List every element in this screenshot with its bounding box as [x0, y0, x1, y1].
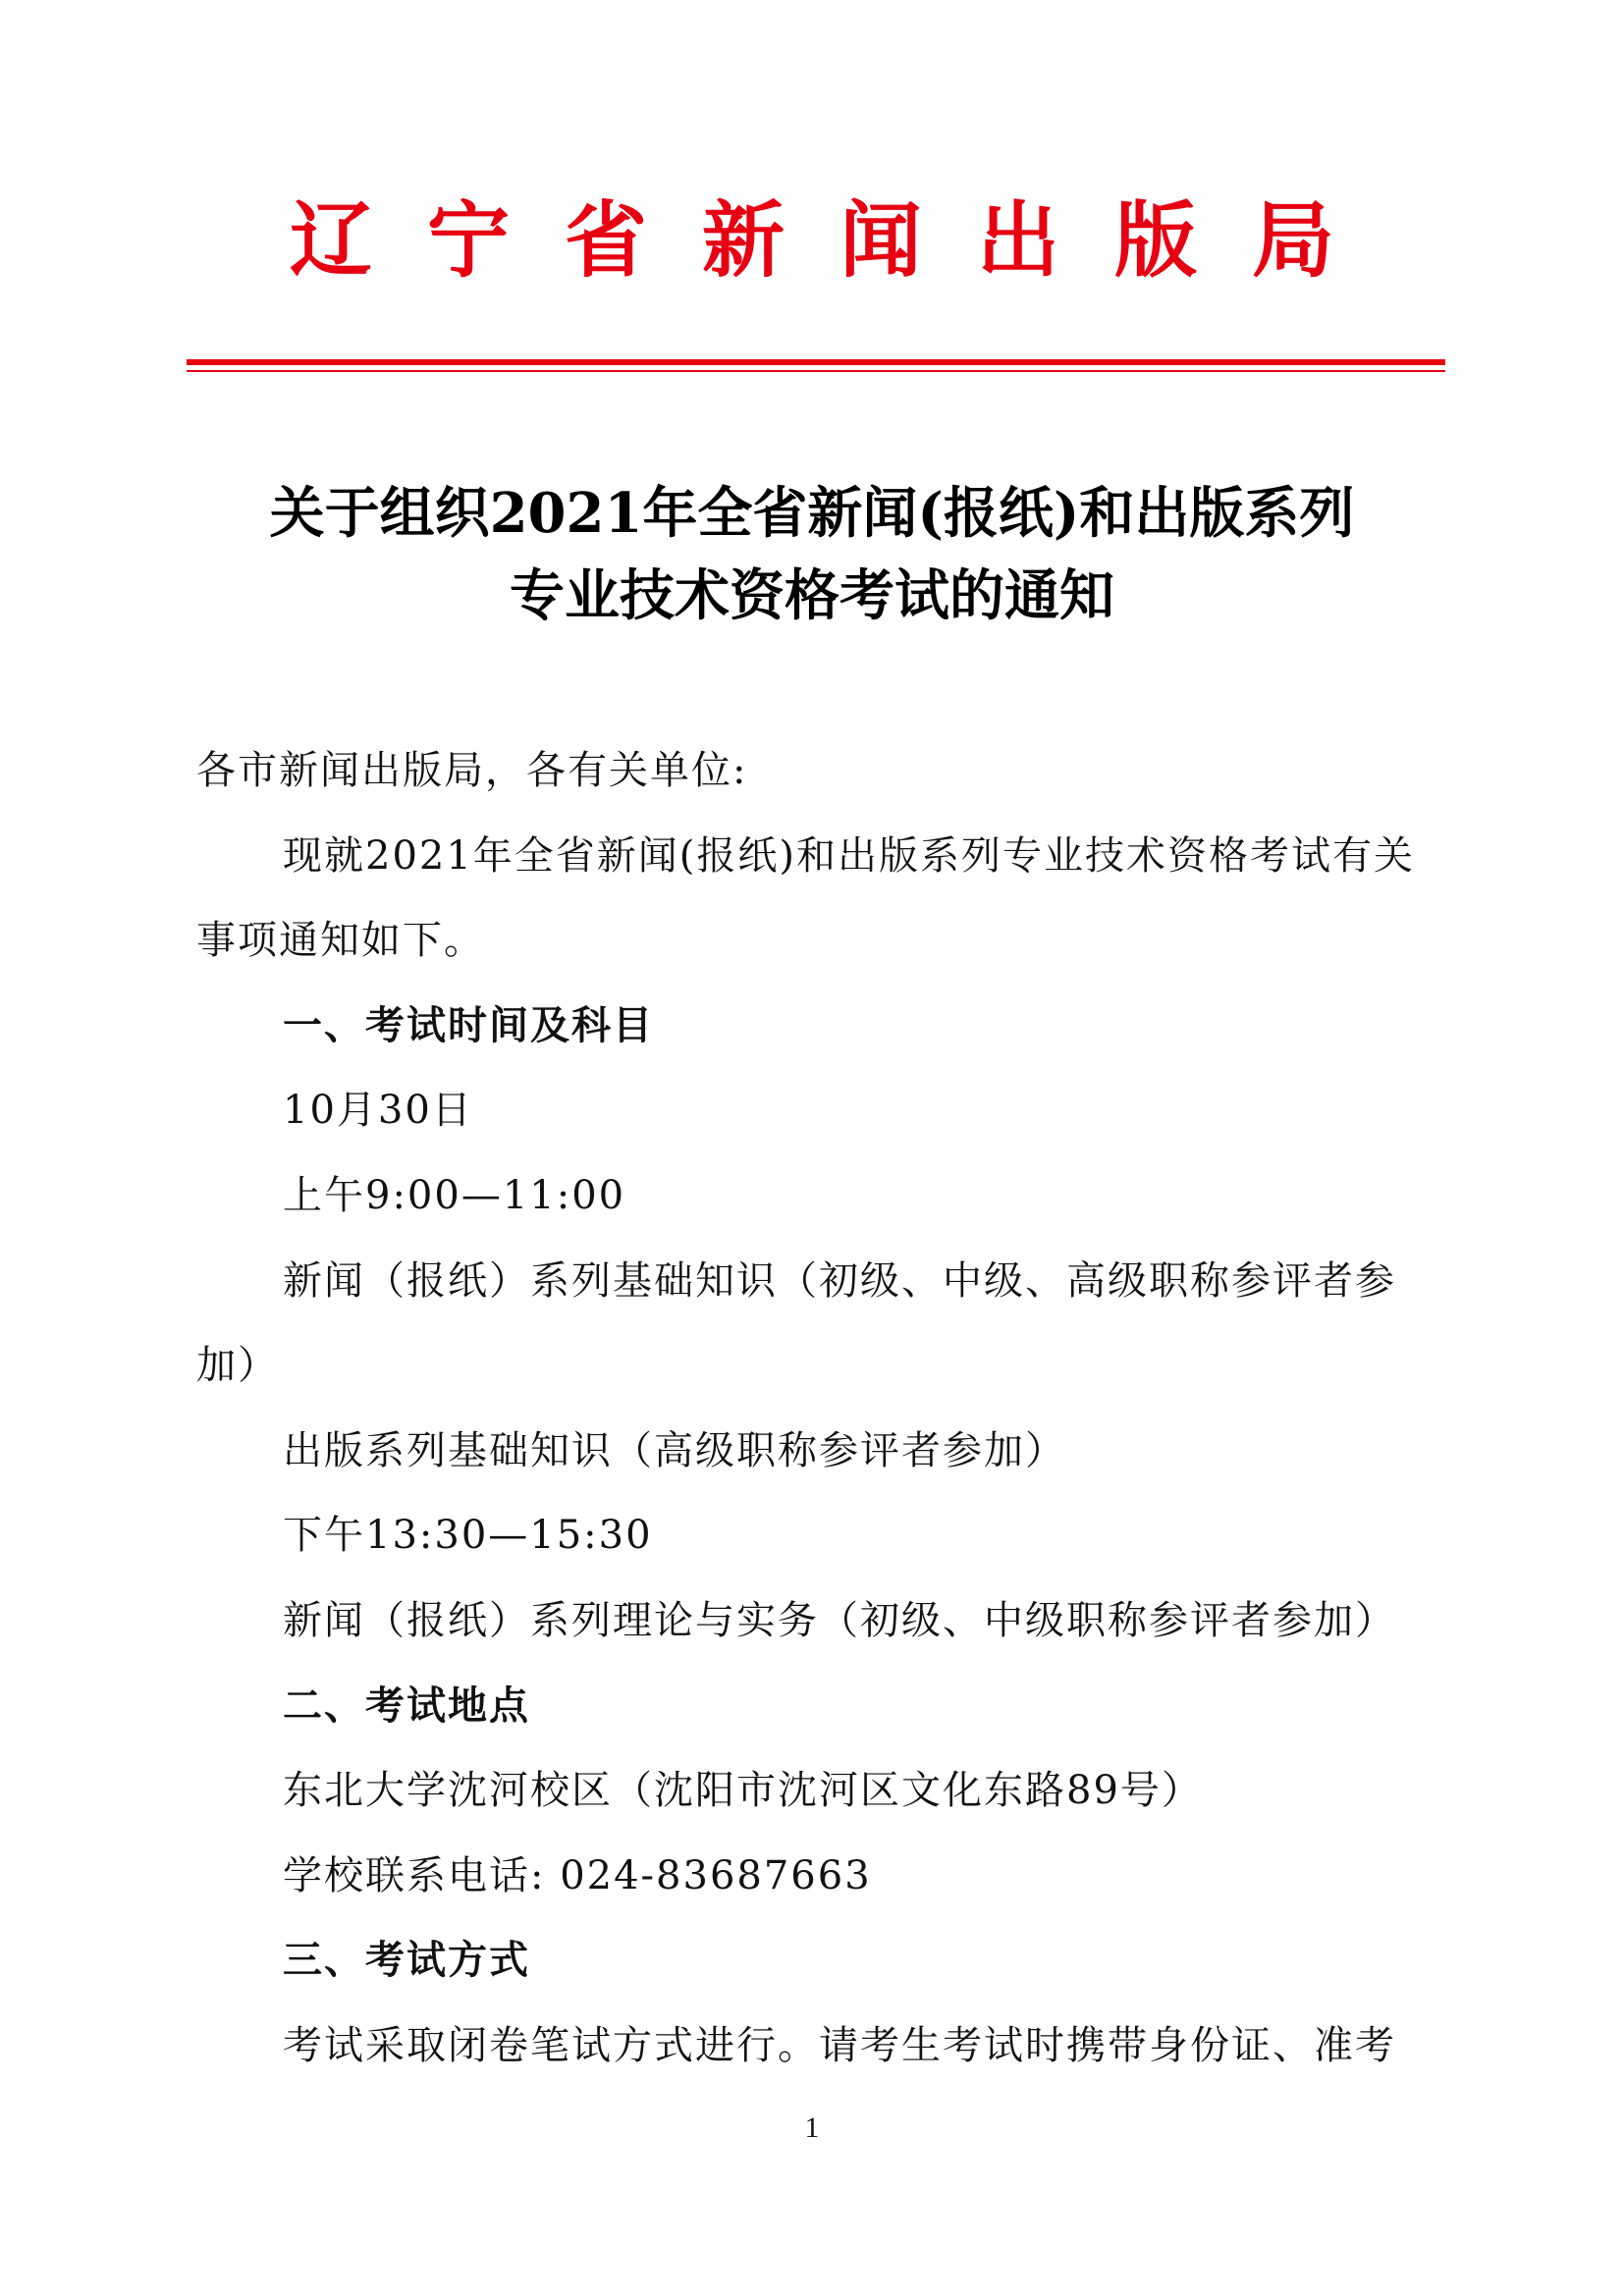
morning-time: 上午9:00—11:00: [283, 1172, 626, 1218]
afternoon-subject: 新闻（报纸）系列理论与实务（初级、中级职称参评者参加）: [283, 1597, 1396, 1643]
header-rule-thick: [187, 359, 1445, 365]
school-phone: 学校联系电话: 024-83687663: [283, 1852, 872, 1898]
section3-heading: 三、考试方式: [283, 1938, 530, 1984]
document-title-line2: 专业技术资格考试的通知: [510, 563, 1114, 628]
intro-paragraph: 现就2021年全省新闻(报纸)和出版系列专业技术资格考试有关事项通知如下。: [196, 832, 1416, 964]
issuer-header: 辽宁省新闻出版局: [289, 191, 1389, 289]
header-rule-thin: [187, 370, 1445, 372]
exam-date: 10月30日: [283, 1088, 473, 1134]
section2-heading: 二、考试地点: [283, 1682, 530, 1729]
section1-heading: 一、考试时间及科目: [283, 1002, 654, 1048]
exam-location: 东北大学沈河校区（沈阳市沈河区文化东路89号）: [283, 1768, 1203, 1814]
document-body: [196, 728, 1443, 2089]
document-title-line1: 关于组织2021年全省新闻(报纸)和出版系列: [269, 481, 1355, 546]
page-number: 1: [804, 2111, 820, 2144]
salutation: 各市新闻出版局，各有关单位:: [196, 748, 748, 793]
morning-subject-publishing: 出版系列基础知识（高级职称参评者参加）: [283, 1427, 1066, 1473]
morning-subject-news: 新闻（报纸）系列基础知识（初级、中级、高级职称参评者参加）: [196, 1257, 1396, 1389]
exam-method: 考试采取闭卷笔试方式进行。请考生考试时携带身份证、准考: [283, 2022, 1396, 2068]
afternoon-time: 下午13:30—15:30: [283, 1513, 653, 1559]
